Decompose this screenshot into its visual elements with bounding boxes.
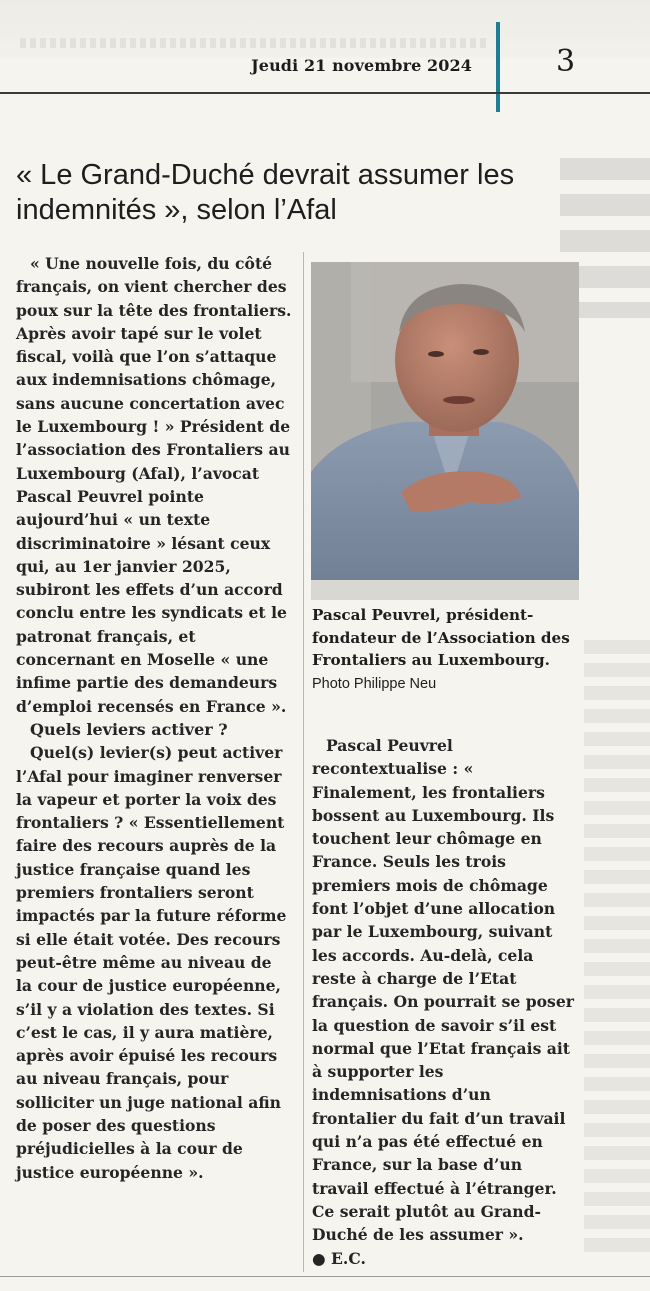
- photo-caption: [312, 604, 580, 695]
- bottom-rule: [0, 1276, 650, 1277]
- intro-paragraph: « Une nouvelle fois, du côté français, on vient chercher des poux sur la tête des frontaliers. Après avoir tapé sur le volet fiscal, voilà que l’on s’attaque aux indemnisations chômage, sans aucune concertation avec le Luxembourg ! » Président de l’association des Frontaliers au Luxembourg (Afal), l’avocat Pascal Peuvrel pointe aujourd’hui « un texte discriminatoire » lésant ceux qui, au 1er janvier 2025, subiront les effets d’un accord conclu entre les syndicats et le patronat français, et concernant en Moselle « une infime partie des demandeurs d’emploi recensés en France ».: [16, 254, 292, 716]
- portrait-illustration: [311, 262, 579, 600]
- photo-credit: Photo Philippe Neu: [312, 675, 437, 692]
- page-number: 3: [556, 44, 576, 79]
- article-column-left: [16, 252, 292, 1184]
- author-signature: ● E.C.: [312, 1248, 366, 1268]
- issue-date: Jeudi 21 novembre 2024: [251, 56, 472, 75]
- article-column-right: [312, 734, 580, 1270]
- header-accent-bar: [496, 22, 500, 112]
- portrait-photo: [311, 262, 579, 600]
- caption-text: Pascal Peuvrel, président-fondateur de l’Association des Frontaliers au Luxembourg.: [312, 606, 570, 669]
- body-paragraph-1: Quel(s) levier(s) peut activer l’Afal pour imaginer renverser la vapeur et porter la voix des frontaliers ? « Essentiellement faire des recours auprès de la justice française quand les premiers frontaliers seront impactés par la future réforme si elle était votée. Des recours peut-être même au niveau de la cour de justice européenne, s’il y a violation des textes. Si c’est le cas, il y aura matière, après avoir épuisé les recours au niveau français, pour solliciter un juge national afin de poser des questions préjudicielles à la cour de justice européenne ».: [16, 743, 287, 1182]
- bleed-through-text: [20, 38, 490, 48]
- body-paragraph-2: Pascal Peuvrel recontextualise : « Finalement, les frontaliers bossent au Luxembourg. Ils touchent leur chômage en France. Seuls les trois premiers mois de chômage font l’objet d’une allocation par le Luxembourg, suivant les accords. Au-delà, cela reste à charge de l’Etat français. On pourrait se poser la question de savoir s’il est normal que l’Etat français ait à supporter les indemnisations d’un frontalier du fait d’un travail qui n’a pas été effectué en France, sur la base d’un travail effectué à l’étranger. Ce serait plutôt au Grand-Duché de les assumer ».: [312, 736, 574, 1245]
- top-strip: [0, 0, 650, 58]
- column-divider: [303, 252, 304, 1272]
- header-rule: [0, 92, 650, 94]
- subheading: Quels leviers activer ?: [30, 719, 228, 739]
- adjacent-column-bleed: [584, 640, 650, 1260]
- article-headline: « Le Grand-Duché devrait assumer les indemnités », selon l’Afal: [16, 159, 515, 226]
